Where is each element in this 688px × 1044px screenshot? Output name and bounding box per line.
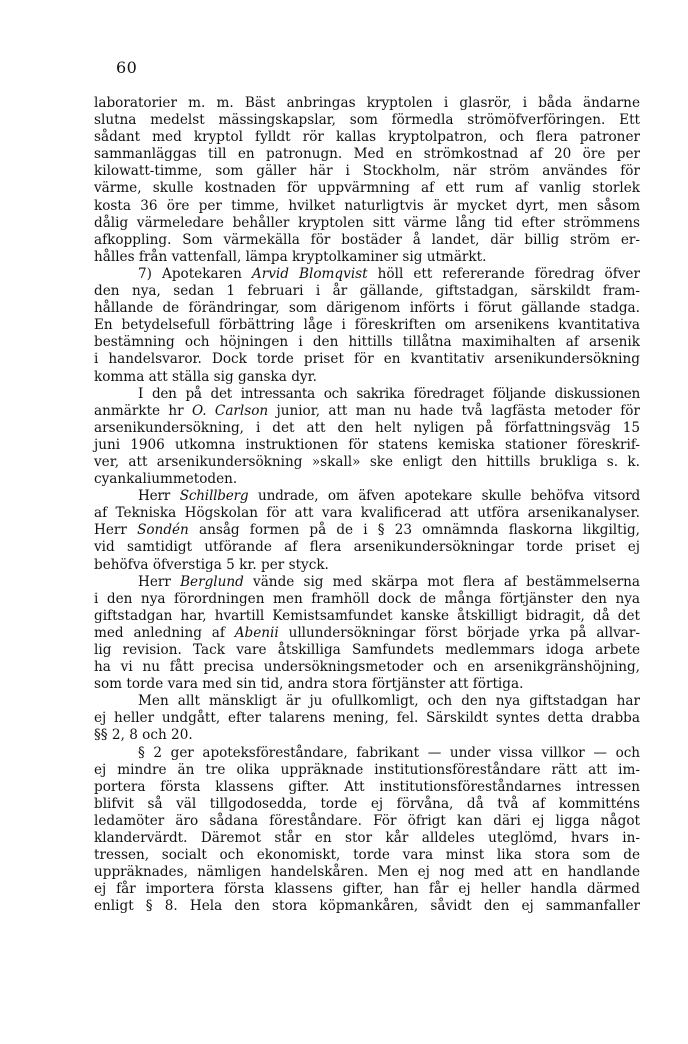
text-line: ej mindre än tre olika uppräknade institutionsföreståndare rätt att im-: [94, 761, 640, 778]
text-line: juni 1906 utkomna instruktionen för statens kemiska stationer föreskrif-: [94, 436, 640, 453]
text-line: §§ 2, 8 och 20.: [94, 727, 193, 744]
text-line: Men allt mänskligt är ju ofullkomligt, och den nya giftstadgan har: [138, 693, 640, 710]
text-line: ej får importera första klassens gifter, han får ej heller handla därmed: [94, 881, 640, 898]
italic-name: Abenii: [234, 624, 279, 641]
text-line: bestämning och höjningen i den hittills tillåtna maximihalten af arsenik: [94, 334, 640, 351]
text-line: värme, skulle kostnaden för uppvärmning af ett rum af vanlig storlek: [94, 180, 640, 197]
text-line: enligt § 8. Hela den stora köpmankåren, såvidt den ej sammanfaller: [94, 898, 640, 915]
text-line: i handelsvaror. Dock torde priset för en kvantitativ arsenikundersökning: [94, 351, 640, 368]
italic-name: Berglund: [180, 573, 244, 590]
text-line: sådant med kryptol fylldt rör kallas kryptolpatron, och flera patroner: [94, 129, 640, 146]
text-line: den nya, sedan 1 februari i år gällande, giftstadgan, särskildt fram-: [94, 283, 640, 300]
text-line: uppräknades, nämligen handelskåren. Men ej nog med att en handlande: [94, 864, 640, 881]
text-line: portera första klassens gifter. Att institutionsföreståndarnes intressen: [94, 778, 640, 795]
text-line: komma att ställa sig ganska dyr.: [94, 368, 317, 385]
text-line: Herr Schillberg undrade, om äfven apotekare skulle behöfva vitsord: [138, 488, 641, 505]
text-line: I den på det intressanta och sakrika föredraget följande diskussionen: [138, 385, 640, 402]
italic-name: O. Carlson: [191, 402, 269, 419]
text-line: ver, att arsenikundersökning »skall» ske enligt den hittills brukliga s. k.: [94, 453, 640, 470]
text-line: hålles från vattenfall, lämpa kryptolkaminer sig utmärkt.: [94, 248, 487, 265]
page-number: 60: [116, 58, 138, 77]
text-line: sammanläggas till en patronugn. Med en strömkostnad af 20 öre per: [94, 146, 640, 163]
text-line: kosta 36 öre per timme, hvilket naturligtvis är mycket dyrt, men såsom: [94, 197, 640, 214]
text-line: afkoppling. Som värmekälla för bostäder å landet, där billig ström er-: [94, 231, 640, 248]
text-line: lig revision. Tack vare åtskilliga Samfundets medlemmars idoga arbete: [94, 642, 640, 658]
text-line: tressen, socialt och ekonomiskt, torde vara minst lika stora som de: [94, 847, 640, 864]
text-line: i den nya förordningen men framhöll dock de många förtjänster den nya: [94, 590, 640, 607]
text-line: Herr Sondén ansåg formen på de i § 23 omnämnda flaskorna likgiltig,: [94, 522, 640, 539]
italic-name: Schillberg: [179, 488, 249, 505]
italic-name: Arvid Blomqvist: [251, 265, 368, 282]
text-line: kilowatt-timme, som gäller här i Stockholm, när ström användes för: [94, 163, 640, 180]
text-line: En betydelsefull förbättring låge i föreskriften om arsenikens kvantitativa: [94, 317, 640, 334]
text-line: som torde vara med sin tid, andra stora förtjänster att förtiga.: [94, 676, 524, 693]
text-line: Herr Berglund vände sig med skärpa mot flera af bestämmelserna: [138, 573, 640, 590]
text-line: anmärkte hr O. Carlson junior, att man nu hade två lagfästa metoder för: [94, 402, 640, 419]
body-text: [94, 95, 640, 916]
text-line: med anledning af Abenii ullundersökningar först började yrka på allvar-: [94, 624, 641, 641]
text-line: § 2 ger apoteksföreståndare, fabrikant — under vissa villkor — och: [138, 744, 640, 761]
text-line: blifvit så väl tillgodosedda, torde ej förvåna, då två af kommitténs: [94, 795, 640, 812]
text-line: dålig värmeledare behåller kryptolen sitt värme lång tid efter strömmens: [94, 214, 640, 231]
italic-name: Sondén: [137, 522, 189, 539]
text-line: laboratorier m. m. Bäst anbringas kryptolen i glasrör, i båda ändarne: [94, 95, 640, 111]
text-line: klandervärdt. Däremot står en stor kår alldeles uteglömd, hvars in-: [94, 830, 640, 847]
text-line: vid samtidigt utförande af flera arsenikundersökningar torde priset ej: [94, 539, 640, 556]
text-line: slutna medelst mässingskapslar, som förmedla strömöfverföringen. Ett: [94, 112, 640, 129]
text-line: arsenikundersökning, i det att den helt nyligen på författningsväg 15: [94, 419, 640, 436]
text-line: ej heller undgått, efter talarens mening, fel. Särskildt syntes detta drabba: [94, 710, 640, 727]
text-line: 7) Apotekaren Arvid Blomqvist höll ett refererande föredrag öfver: [138, 265, 640, 282]
text-line: cyankaliummetoden.: [94, 471, 238, 488]
text-line: hållande de förändringar, som därigenom införts i förut gällande stadga.: [94, 300, 640, 317]
text-line: ha vi nu fått precisa undersökningsmetoder och en arsenikgränshöjning,: [94, 659, 640, 676]
text-line: ledamöter äro sådana föreståndare. För öfrigt kan däri ej ligga något: [94, 812, 640, 829]
text-line: giftstadgan har, hvartill Kemistsamfundet kanske åtskilligt bidragit, då det: [94, 607, 640, 624]
text-line: af Tekniska Högskolan för att vara kvalificerad att utföra arsenikanalyser.: [94, 505, 640, 522]
text-line: behöfva öfverstiga 5 kr. per styck.: [94, 556, 329, 573]
